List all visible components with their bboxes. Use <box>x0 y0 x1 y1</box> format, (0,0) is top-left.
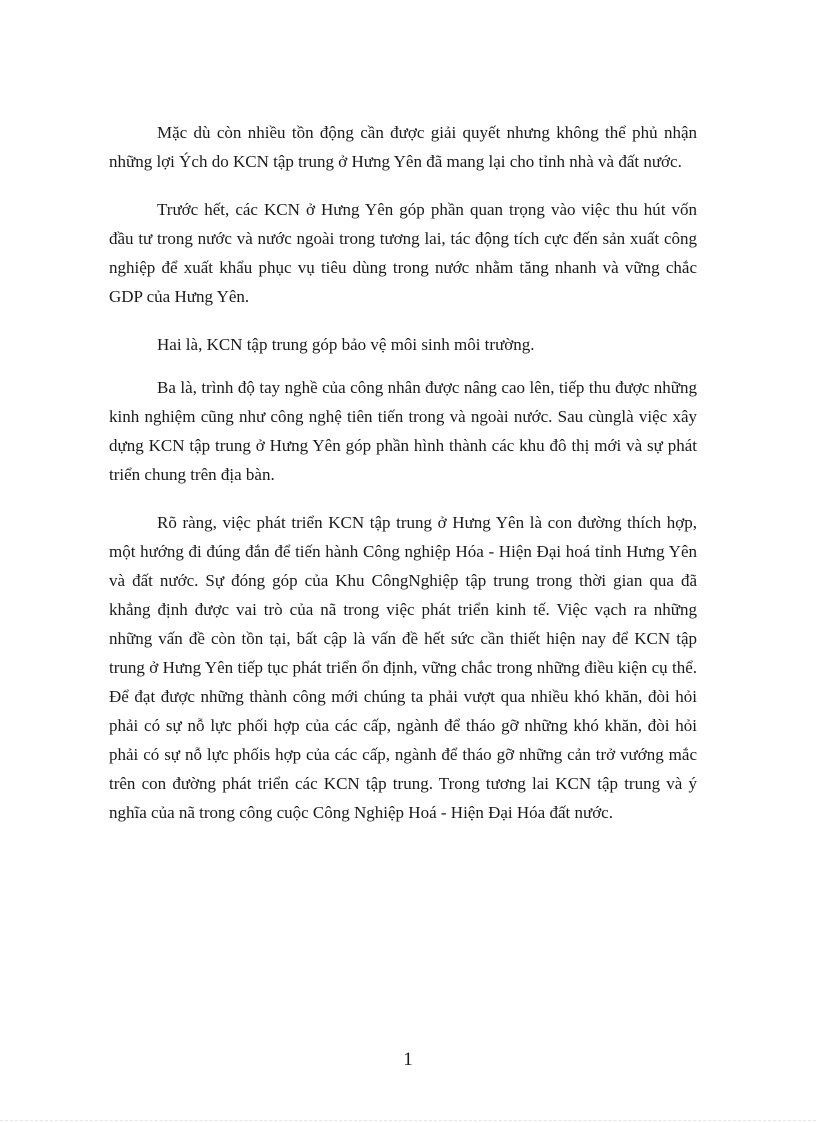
page-number: 1 <box>403 1049 413 1070</box>
document-body <box>109 118 697 846</box>
page-bottom-divider <box>0 1120 816 1121</box>
paragraph-first-benefit: Trước hết, các KCN ở Hưng Yên góp phần quan trọng vào việc thu hút vốn đầu tư trong nước và nước ngoài trong tương lai, tác động tích cực đến sản xuất công nghiệp để xuất khẩu phục vụ tiêu dùng trong nước nhằm tăng nhanh và vững chắc GDP của Hưng Yên. <box>109 200 697 306</box>
paragraph-third-benefit: Ba là, trình độ tay nghề của công nhân được nâng cao lên, tiếp thu được những kinh nghiệm cũng như công nghệ tiên tiến trong và ngoài nước. Sau cùnglà việc xây dựng KCN tập trung ở Hưng Yên góp phần hình thành các khu đô thị mới và sự phát triển chung trên địa bàn. <box>109 378 697 484</box>
paragraph-conclusion: Rõ ràng, việc phát triển KCN tập trung ở Hưng Yên là con đường thích hợp, một hướng đi đúng đắn để tiến hành Công nghiệp Hóa - Hiện Đại hoá tỉnh Hưng Yên và đất nước. Sự đóng góp của Khu CôngNghiệp tập trung trong thời gian qua đã khẳng định được vai trò của nã trong việc phát triển kinh tế. Việc vạch ra những những vấn đề còn tồn tại, bất cập là vấn đề hết sức cần thiết hiện nay để KCN tập trung ở Hưng Yên tiếp tục phát triển ổn định, vững chắc trong những điều kiện cụ thể. Để đạt được những thành công mới chúng ta phải vượt qua nhiều khó khăn, đòi hỏi phải có sự nỗ lực phối hợp của các cấp, ngành để tháo gỡ những khó khăn, đòi hỏi phải có sự nỗ lực phốis hợp của các cấp, ngành để tháo gỡ những cản trở vướng mắc trên con đường phát triển các KCN tập trung. Trong tương lai KCN tập trung và ý nghĩa của nã trong công cuộc Công Nghiệp Hoá - Hiện Đại Hóa đất nước. <box>109 513 697 822</box>
paragraph-intro: Mặc dù còn nhiều tồn động cần được giải quyết nhưng không thể phủ nhận những lợi Ých do KCN tập trung ở Hưng Yên đã mang lại cho tỉnh nhà và đất nước. <box>109 123 697 171</box>
paragraph-second-benefit: Hai là, KCN tập trung góp bảo vệ môi sinh môi trường. <box>157 335 535 354</box>
